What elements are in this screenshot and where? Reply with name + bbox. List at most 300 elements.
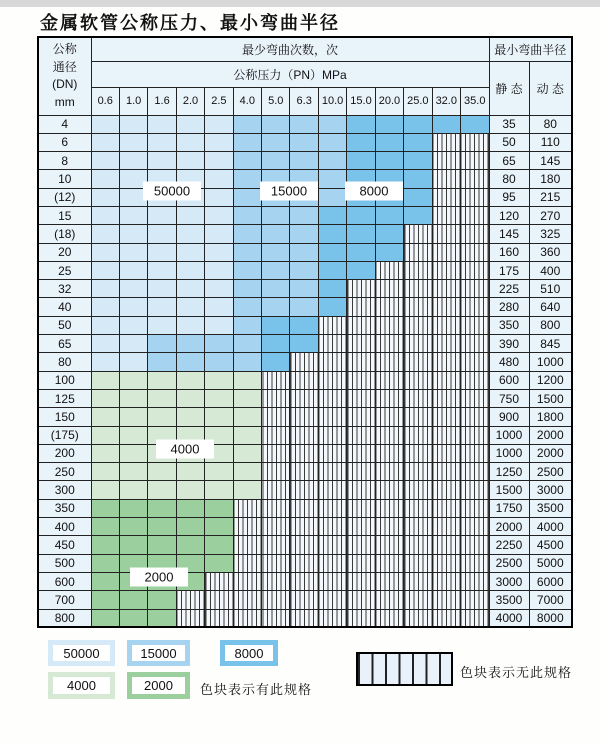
no-spec-cell: [404, 554, 432, 572]
table-row: [38, 133, 572, 151]
spec-cell: [347, 261, 375, 279]
no-spec-cell: [404, 298, 432, 316]
spec-cell: [290, 115, 318, 133]
legend-no-spec-text: 色块表示无此规格: [460, 665, 573, 680]
spec-cell: [176, 133, 204, 151]
spec-cell: [91, 115, 119, 133]
no-spec-cell: [375, 280, 403, 298]
no-spec-cell: [262, 371, 290, 389]
no-spec-cell: [318, 426, 346, 444]
table-row: [38, 389, 572, 407]
spec-cell: [119, 353, 147, 371]
spec-cell: [205, 133, 233, 151]
spec-cell: [375, 225, 403, 243]
no-spec-cell: [347, 463, 375, 481]
no-spec-cell: [460, 133, 489, 151]
spec-cell: [176, 206, 204, 224]
no-spec-cell: [460, 261, 489, 279]
spec-cell: [91, 353, 119, 371]
spec-cell: [205, 115, 233, 133]
dn-cell: 200: [38, 444, 91, 462]
dn-cell: 80: [38, 353, 91, 371]
spec-cell: [176, 518, 204, 536]
table-row: [38, 554, 572, 572]
spec-cell: [119, 261, 147, 279]
spec-cell: [119, 335, 147, 353]
spec-cell: [148, 371, 176, 389]
no-spec-cell: [460, 243, 489, 261]
spec-cell: [375, 206, 403, 224]
spec-cell: [460, 115, 489, 133]
spec-cell: [290, 335, 318, 353]
no-spec-cell: [375, 371, 403, 389]
table-row: [38, 609, 572, 627]
legend-item-50000: [48, 640, 115, 666]
spec-cell: [176, 261, 204, 279]
spec-cell: [205, 335, 233, 353]
no-spec-cell: [318, 572, 346, 590]
dynamic-cell: 6000: [529, 572, 572, 590]
no-spec-cell: [432, 536, 460, 554]
spec-cell: [91, 243, 119, 261]
no-spec-cell: [347, 408, 375, 426]
no-spec-cell: [347, 444, 375, 462]
spec-cell: [205, 206, 233, 224]
pressure-column-header: 1.6: [148, 87, 176, 115]
dynamic-cell: 845: [529, 335, 572, 353]
spec-cell: [233, 298, 261, 316]
dynamic-cell: 270: [529, 206, 572, 224]
no-spec-cell: [432, 353, 460, 371]
no-spec-cell: [262, 554, 290, 572]
table-row: [38, 591, 572, 609]
no-spec-cell: [432, 591, 460, 609]
spec-cell: [205, 389, 233, 407]
static-cell: 1750: [489, 499, 529, 517]
legend-item-8000: [220, 640, 278, 666]
spec-cell: [318, 152, 346, 170]
table-row: [38, 298, 572, 316]
dn-cell: 32: [38, 280, 91, 298]
spec-cell: [176, 152, 204, 170]
spec-table: [37, 36, 571, 628]
spec-cell: [119, 591, 147, 609]
table-row: [38, 152, 572, 170]
spec-cell: [148, 206, 176, 224]
no-spec-cell: [290, 481, 318, 499]
spec-cell: [404, 188, 432, 206]
pressure-column-header: 2.5: [205, 87, 233, 115]
spec-cell: [205, 518, 233, 536]
dn-cell: 20: [38, 243, 91, 261]
no-spec-cell: [432, 280, 460, 298]
dynamic-cell: 4500: [529, 536, 572, 554]
dynamic-cell: 8000: [529, 609, 572, 627]
no-spec-cell: [404, 426, 432, 444]
spec-cell: [318, 170, 346, 188]
no-spec-cell: [460, 518, 489, 536]
no-spec-cell: [460, 444, 489, 462]
static-cell: 145: [489, 225, 529, 243]
static-cell: 50: [489, 133, 529, 151]
dn-cell: 800: [38, 609, 91, 627]
no-spec-cell: [460, 225, 489, 243]
static-cell: 280: [489, 298, 529, 316]
page-title: 金属软管公称压力、最小弯曲半径: [40, 13, 340, 34]
spec-cell: [91, 518, 119, 536]
dn-header-line: 公称: [52, 42, 77, 57]
no-spec-cell: [205, 591, 233, 609]
no-spec-cell: [347, 572, 375, 590]
spec-cell: [205, 170, 233, 188]
no-spec-cell: [432, 389, 460, 407]
dn-cell: 8: [38, 152, 91, 170]
spec-cell: [205, 225, 233, 243]
pressure-column-header: 5.0: [262, 87, 290, 115]
spec-cell: [119, 426, 147, 444]
no-spec-cell: [460, 280, 489, 298]
dynamic-cell: 325: [529, 225, 572, 243]
spec-cell: [205, 371, 233, 389]
no-spec-cell: [290, 609, 318, 627]
no-spec-cell: [347, 481, 375, 499]
spec-cell: [91, 298, 119, 316]
spec-cell: [205, 499, 233, 517]
spec-cell: [347, 115, 375, 133]
no-spec-cell: [318, 536, 346, 554]
no-spec-cell: [460, 316, 489, 334]
spec-cell: [91, 371, 119, 389]
dynamic-cell: 2000: [529, 444, 572, 462]
dn-cell: 10: [38, 170, 91, 188]
spec-cell: [91, 609, 119, 627]
no-spec-cell: [290, 371, 318, 389]
no-spec-cell: [460, 536, 489, 554]
no-spec-cell: [347, 591, 375, 609]
region-label-2000: 2000: [130, 568, 188, 587]
spec-cell: [91, 554, 119, 572]
spec-cell: [148, 518, 176, 536]
header-row-2: [38, 61, 572, 87]
dynamic-cell: 4000: [529, 518, 572, 536]
pressure-column-header: 20.0: [375, 87, 403, 115]
no-spec-cell: [262, 536, 290, 554]
no-spec-cell: [290, 426, 318, 444]
no-spec-cell: [460, 408, 489, 426]
no-spec-cell: [262, 518, 290, 536]
spec-cell: [262, 353, 290, 371]
no-spec-cell: [347, 536, 375, 554]
dynamic-cell: 1200: [529, 371, 572, 389]
spec-cell: [233, 481, 261, 499]
static-cell: 4000: [489, 609, 529, 627]
static-cell: 1250: [489, 463, 529, 481]
spec-cell: [148, 243, 176, 261]
spec-cell: [119, 280, 147, 298]
no-spec-cell: [233, 536, 261, 554]
spec-cell: [119, 444, 147, 462]
spec-cell: [404, 115, 432, 133]
no-spec-cell: [375, 408, 403, 426]
region-label-8000: 8000: [345, 182, 403, 201]
no-spec-cell: [432, 572, 460, 590]
spec-cell: [205, 261, 233, 279]
no-spec-cell: [375, 499, 403, 517]
region-label-15000: 15000: [260, 182, 318, 201]
spec-cell: [176, 335, 204, 353]
pressure-column-header: 10.0: [318, 87, 346, 115]
no-spec-cell: [460, 335, 489, 353]
no-spec-cell: [205, 572, 233, 590]
no-spec-cell: [347, 518, 375, 536]
dn-cell: 300: [38, 481, 91, 499]
no-spec-cell: [404, 591, 432, 609]
spec-cell: [119, 152, 147, 170]
spec-cell: [262, 280, 290, 298]
spec-cell: [375, 133, 403, 151]
spec-cell: [176, 408, 204, 426]
dynamic-cell: 640: [529, 298, 572, 316]
static-cell: 390: [489, 335, 529, 353]
no-spec-cell: [290, 408, 318, 426]
no-spec-cell: [375, 389, 403, 407]
no-spec-cell: [375, 572, 403, 590]
spec-cell: [148, 609, 176, 627]
no-spec-cell: [460, 481, 489, 499]
no-spec-cell: [404, 518, 432, 536]
spec-cell: [205, 152, 233, 170]
legend-item-label: 2000: [132, 677, 185, 694]
spec-cell: [262, 206, 290, 224]
spec-cell: [262, 133, 290, 151]
no-spec-cell: [404, 261, 432, 279]
spec-cell: [176, 536, 204, 554]
static-cell: 1000: [489, 426, 529, 444]
spec-cell: [176, 481, 204, 499]
no-spec-cell: [347, 371, 375, 389]
dn-cell: 150: [38, 408, 91, 426]
spec-cell: [148, 499, 176, 517]
spec-cell: [347, 206, 375, 224]
spec-cell: [148, 115, 176, 133]
table-row: [38, 335, 572, 353]
no-spec-cell: [432, 225, 460, 243]
no-spec-cell: [318, 316, 346, 334]
spec-cell: [290, 206, 318, 224]
spec-cell: [290, 243, 318, 261]
dn-cell: (12): [38, 188, 91, 206]
spec-cell: [290, 280, 318, 298]
spec-cell: [119, 115, 147, 133]
spec-cell: [91, 206, 119, 224]
spec-cell: [148, 133, 176, 151]
no-spec-cell: [375, 518, 403, 536]
spec-cell: [233, 261, 261, 279]
spec-cell: [91, 389, 119, 407]
spec-cell: [375, 243, 403, 261]
spec-cell: [262, 115, 290, 133]
no-spec-cell: [318, 463, 346, 481]
no-spec-cell: [404, 499, 432, 517]
table-row: [38, 463, 572, 481]
static-cell: 225: [489, 280, 529, 298]
legend-item-2000: [127, 672, 190, 699]
table-row: [38, 206, 572, 224]
dynamic-cell: 1500: [529, 389, 572, 407]
spec-cell: [91, 152, 119, 170]
spec-cell: [375, 152, 403, 170]
spec-cell: [290, 133, 318, 151]
spec-cell: [233, 426, 261, 444]
dn-cell: 6: [38, 133, 91, 151]
spec-cell: [91, 261, 119, 279]
dynamic-cell: 1000: [529, 353, 572, 371]
dynamic-cell: 80: [529, 115, 572, 133]
no-spec-cell: [460, 499, 489, 517]
spec-cell: [290, 152, 318, 170]
no-spec-cell: [290, 536, 318, 554]
spec-cell: [290, 225, 318, 243]
spec-cell: [119, 481, 147, 499]
no-spec-cell: [290, 444, 318, 462]
no-spec-cell: [262, 609, 290, 627]
dn-cell: 100: [38, 371, 91, 389]
spec-cell: [91, 133, 119, 151]
spec-cell: [233, 206, 261, 224]
dynamic-cell: 800: [529, 316, 572, 334]
spec-cell: [91, 536, 119, 554]
legend-item-15000: [127, 640, 190, 666]
pressure-column-header: 25.0: [404, 87, 432, 115]
dn-cell: 450: [38, 536, 91, 554]
no-spec-cell: [404, 243, 432, 261]
radius-header: 最小弯曲半径: [489, 37, 572, 61]
no-spec-cell: [404, 572, 432, 590]
no-spec-cell: [432, 481, 460, 499]
pressure-column-header: 32.0: [432, 87, 460, 115]
bend-times-header: 最少弯曲次数，次: [91, 37, 489, 61]
no-spec-cell: [233, 554, 261, 572]
spec-cell: [318, 206, 346, 224]
no-spec-cell: [432, 188, 460, 206]
no-spec-cell: [404, 335, 432, 353]
table-row: [38, 426, 572, 444]
no-spec-cell: [404, 371, 432, 389]
no-spec-cell: [290, 389, 318, 407]
spec-cell: [119, 316, 147, 334]
pressure-column-header: 6.3: [290, 87, 318, 115]
spec-cell: [318, 133, 346, 151]
dn-header: [38, 37, 91, 115]
spec-cell: [148, 408, 176, 426]
dn-cell: 500: [38, 554, 91, 572]
dynamic-cell: 3500: [529, 499, 572, 517]
static-cell: 2500: [489, 554, 529, 572]
spec-cell: [205, 536, 233, 554]
spec-cell: [375, 115, 403, 133]
spec-cell: [318, 280, 346, 298]
no-spec-cell: [347, 499, 375, 517]
table-row: [38, 481, 572, 499]
legend-item-label: 50000: [53, 645, 110, 661]
table-row: [38, 371, 572, 389]
pressure-column-header: 0.6: [91, 87, 119, 115]
dn-cell: (175): [38, 426, 91, 444]
no-spec-cell: [432, 609, 460, 627]
no-spec-cell: [318, 389, 346, 407]
no-spec-cell: [375, 316, 403, 334]
spec-cell: [233, 133, 261, 151]
spec-cell: [233, 170, 261, 188]
spec-cell: [233, 353, 261, 371]
table-row: [38, 408, 572, 426]
no-spec-cell: [460, 206, 489, 224]
no-spec-cell: [432, 170, 460, 188]
spec-cell: [148, 225, 176, 243]
table-row: [38, 572, 572, 590]
spec-cell: [148, 261, 176, 279]
no-spec-cell: [318, 554, 346, 572]
spec-cell: [404, 206, 432, 224]
spec-table-grid: [37, 36, 573, 628]
no-spec-cell: [375, 591, 403, 609]
legend-no-spec-swatch: [356, 652, 453, 686]
no-spec-cell: [318, 444, 346, 462]
no-spec-cell: [290, 554, 318, 572]
spec-cell: [176, 353, 204, 371]
no-spec-cell: [404, 389, 432, 407]
pressure-header: 公称压力（PN）MPa: [91, 61, 489, 87]
no-spec-cell: [375, 463, 403, 481]
table-row: [38, 444, 572, 462]
no-spec-cell: [432, 261, 460, 279]
legend-item-4000: [48, 672, 115, 699]
spec-cell: [91, 499, 119, 517]
spec-cell: [91, 463, 119, 481]
no-spec-cell: [460, 353, 489, 371]
spec-cell: [233, 444, 261, 462]
spec-cell: [148, 536, 176, 554]
spec-cell: [262, 298, 290, 316]
no-spec-cell: [347, 426, 375, 444]
table-row: [38, 499, 572, 517]
dn-cell: 15: [38, 206, 91, 224]
header-row-1: [38, 37, 572, 61]
no-spec-cell: [460, 609, 489, 627]
no-spec-cell: [404, 408, 432, 426]
dn-cell: 40: [38, 298, 91, 316]
no-spec-cell: [375, 536, 403, 554]
no-spec-cell: [375, 426, 403, 444]
no-spec-cell: [262, 572, 290, 590]
spec-cell: [119, 609, 147, 627]
dynamic-cell: 2500: [529, 463, 572, 481]
static-cell: 120: [489, 206, 529, 224]
no-spec-cell: [432, 499, 460, 517]
no-spec-cell: [347, 353, 375, 371]
no-spec-cell: [432, 152, 460, 170]
no-spec-cell: [233, 572, 261, 590]
static-cell: 900: [489, 408, 529, 426]
no-spec-cell: [432, 518, 460, 536]
spec-cell: [233, 389, 261, 407]
spec-cell: [318, 115, 346, 133]
dn-cell: (18): [38, 225, 91, 243]
spec-cell: [233, 463, 261, 481]
spec-cell: [347, 133, 375, 151]
static-cell: 65: [489, 152, 529, 170]
no-spec-cell: [347, 609, 375, 627]
